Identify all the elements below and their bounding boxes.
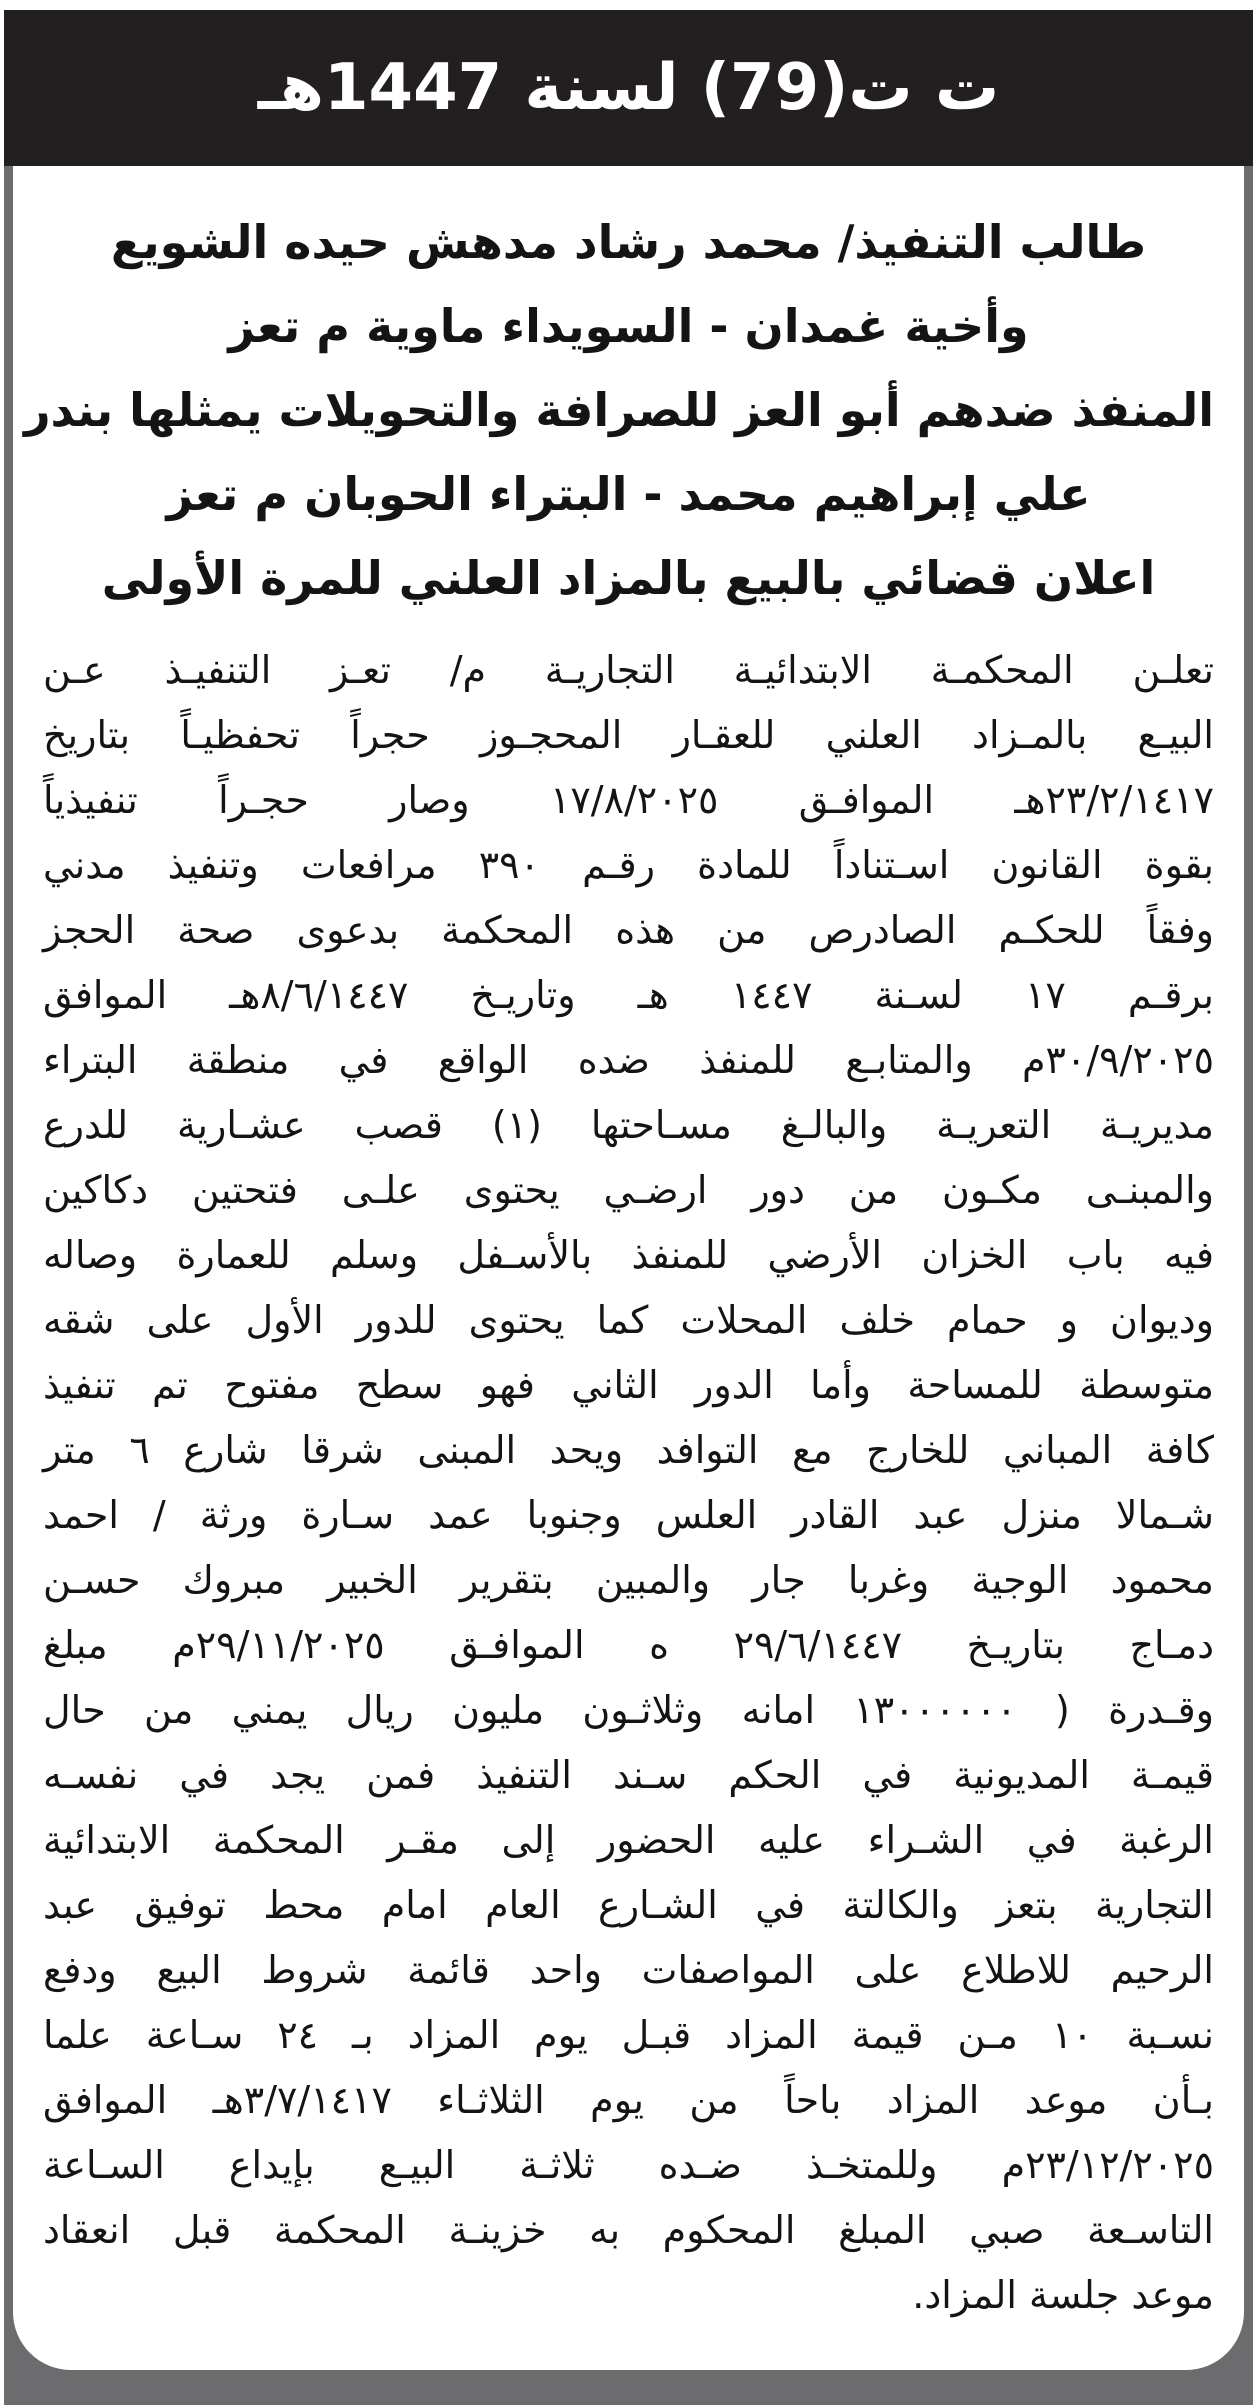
body-line: دمـاج بتاريـخ ٢٩/٦/١٤٤٧ ه الموافـق ٢٩/١١/٢٠٢٥م مبلغ (43, 1623, 1214, 1667)
body-line: وديوان و حمام خلف المحلات كما يحتوى للدور الأول على شقه (43, 1298, 1214, 1342)
body-line: شـمالا منزل عبد القادر العلس وجنوبا عمد سـارة ورثة / احمد (43, 1493, 1214, 1537)
case-number-text: ت ت(79) لسنة 1447هـ (257, 51, 1000, 125)
body-line: بـأن موعد المزاد باحاً من يوم الثلاثـاء ٣/٧/١٤١٧هـ الموافق (43, 2078, 1215, 2122)
body-line: متوسطة للمساحة وأما الدور الثاني فهو سطح مفتوح تم تنفيذ (43, 1363, 1214, 1407)
announcement-title-line: اعلان قضائي بالبيع بالمزاد العلني للمرة الأولى (101, 551, 1156, 605)
announcement-body (43, 638, 1214, 2328)
body-line: نسـبة ١٠ مـن قيمة المزاد قبـل يوم المزاد بـ ٢٤ سـاعة علما (43, 2013, 1214, 2057)
body-line: وفقاً للحكـم الصادرص من هذه المحكمة بدعوى صحة الحجز (43, 908, 1214, 952)
title-block (24, 200, 1214, 620)
announcement-card (13, 166, 1244, 2370)
representative-address-line: علي إبراهيم محمد - البتراء الحوبان م تعز (166, 467, 1091, 521)
body-line: الرحيم للاطلاع على المواصفات واحد قائمة شروط البيع ودفع (43, 1948, 1214, 1992)
requester-address-line: وأخية غمدان - السويداء ماوية م تعز (228, 299, 1029, 353)
body-line: الرغبة في الشـراء عليه الحضور إلى مقـر المحكمة الابتدائية (43, 1818, 1214, 1862)
body-line-last: موعد جلسة المزاد. (912, 2273, 1214, 2317)
body-line: كافة المباني للخارج مع التوافد ويحد المبنى شرقا شارع ٦ متر (43, 1428, 1214, 1472)
body-line: التاسـعة صبي المبلغ المحكوم به خزينـة المحكمة قبل انعقاد (43, 2208, 1214, 2252)
body-line: تعلـن المحكمـة الابتدائيـة التجاريـة م/ تعـز التنفيـذ عـن (43, 648, 1214, 692)
body-line: وقـدرة ( ١٣٠٠٠٠٠٠ امانه وثلاثـون مليون ريال يمني من حال (43, 1688, 1214, 1732)
body-line: البيـع بالمـزاد العلني للعقـار المحجـوز حجراً تحفظيـاً بتاريخ (43, 713, 1214, 757)
body-line: قيمـة المديونية في الحكم سـند التنفيذ فمن يجد في نفسـه (43, 1753, 1214, 1797)
body-line: التجارية بتعز والكالتة في الشـارع العام امام محط توفيق عبد (43, 1883, 1214, 1927)
body-line: بقوة القانون اسـتناداً للمادة رقـم ٣٩٠ مرافعات وتنفيذ مدني (43, 843, 1215, 887)
body-line: برقـم ١٧ لسـنة ١٤٤٧ هـ وتاريـخ ٨/٦/١٤٤٧هـ الموافق (43, 973, 1214, 1017)
body-line: ٣٠/٩/٢٠٢٥م والمتابـع للمنفذ ضده الواقع في منطقة البتراء (43, 1038, 1214, 1082)
body-line: والمبنـى مكـون من دور ارضـي يحتوى علـى فتحتين دكاكين (43, 1168, 1214, 1212)
body-line: محمود الوجية وغربا جار والمبين بتقرير الخبير مبروك حسـن (43, 1558, 1214, 1602)
execution-requester-line: طالب التنفيذ/ محمد رشاد مدهش حيده الشويع (110, 215, 1147, 269)
case-number-header (4, 10, 1253, 166)
body-line: ٢٣/١٢/٢٠٢٥م وللمتخـذ ضـده ثلاثـة البيـع بإيداع السـاعة (43, 2143, 1214, 2187)
body-line: مديريـة التعريـة والبالـغ مسـاحتها (١) قصب عشـارية للدرع (43, 1103, 1214, 1147)
executed-against-line: المنفذ ضدهم أبو العز للصرافة والتحويلات يمثلها بندر (24, 383, 1214, 437)
body-line: ٢٣/٢/١٤١٧هـ الموافـق ١٧/٨/٢٠٢٥ وصار حجـراً تنفيذياً (43, 778, 1214, 822)
ad-gray-frame (4, 10, 1253, 2405)
body-line: فيه باب الخزان الأرضي للمنفذ بالأسـفل وسلم للعمارة وصاله (43, 1233, 1214, 1277)
